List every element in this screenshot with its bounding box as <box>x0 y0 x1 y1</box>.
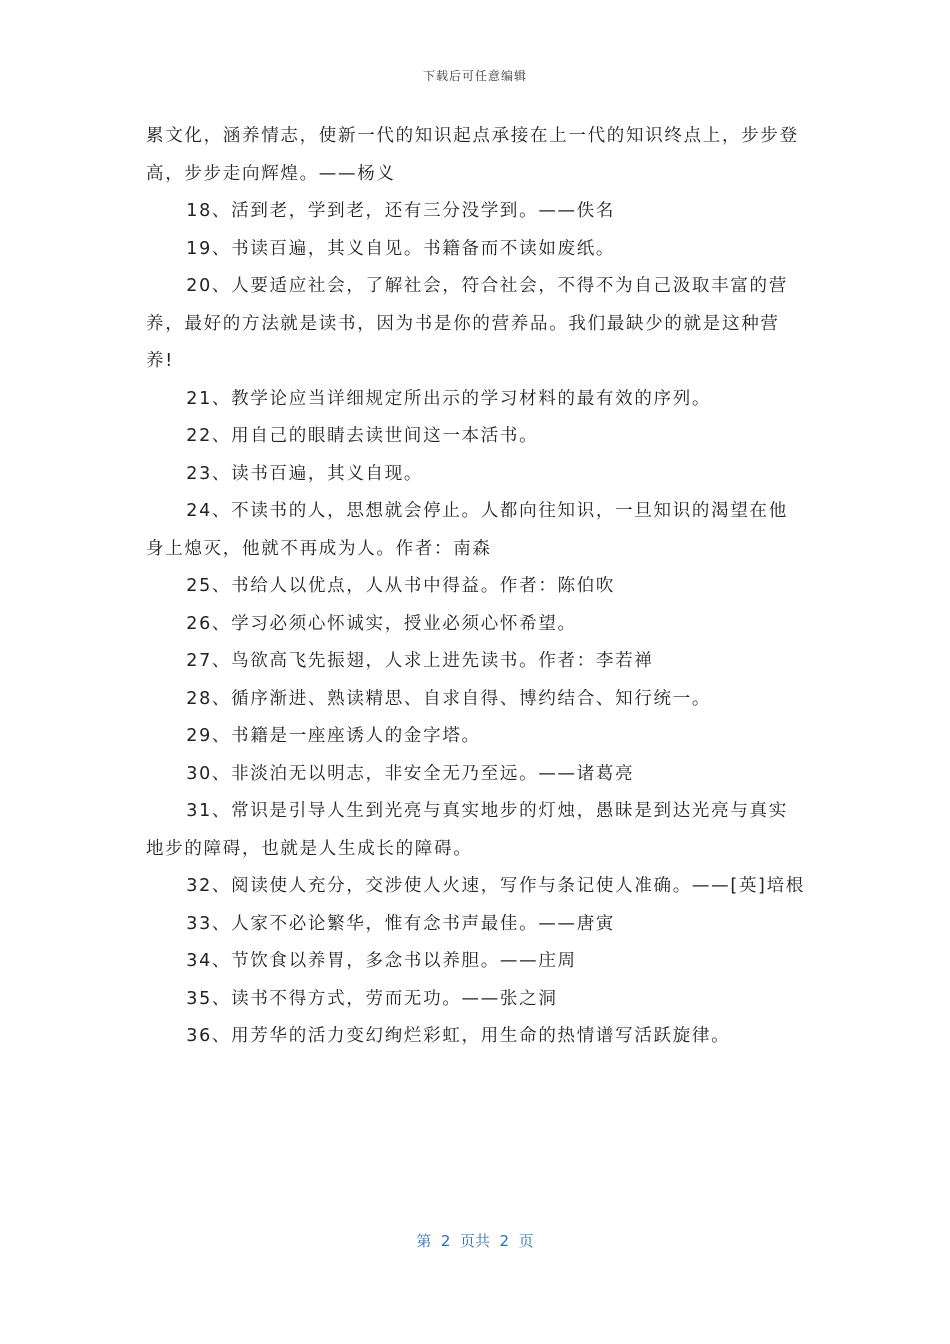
quote-item-28: 28、循序渐进、熟读精思、自求自得、博约结合、知行统一。 <box>186 688 712 709</box>
quote-item-32: 32、阅读使人充分，交涉使人火速，写作与条记使人准确。——[英]培根 <box>186 876 805 896</box>
quote-item-20: 20、人要适应社会，了解社会，符合社会，不得不为自己汲取丰富的营养，最好的方法就是读书，因为书是你的营养品。我们最缺少的就是这种营养! <box>146 276 788 371</box>
document-body <box>146 118 806 1056</box>
quote-item-21: 21、教学论应当详细规定所出示的学习材料的最有效的序列。 <box>186 388 712 409</box>
quote-item-27: 27、鸟欲高飞先振翅，人求上进先读书。作者：李若禅 <box>186 651 654 671</box>
quote-item-30: 30、非淡泊无以明志，非安全无乃至远。——诸葛亮 <box>186 763 635 784</box>
quote-item-33: 33、人家不必论繁华，惟有念书声最佳。——唐寅 <box>186 913 616 934</box>
quote-item-35: 35、读书不得方式，劳而无功。——张之洞 <box>186 988 558 1009</box>
paragraph-continuation: 累文化，涵养情志，使新一代的知识起点承接在上一代的知识终点上，步步登高，步步走向辉煌。——杨义 <box>146 126 799 184</box>
quote-item-24: 24、不读书的人，思想就会停止。人都向往知识，一旦知识的渴望在他身上熄灭，他就不再成为人。作者：南森 <box>146 501 788 559</box>
quote-item-22: 22、用自己的眼睛去读世间这一本活书。 <box>186 426 539 446</box>
quote-item-19: 19、书读百遍，其义自见。书籍备而不读如废纸。 <box>186 238 616 259</box>
quote-item-26: 26、学习必须心怀诚实，授业必须心怀希望。 <box>186 613 577 634</box>
page-footer: 第 2 页共 2 页 <box>416 1232 534 1250</box>
quote-item-25: 25、书给人以优点，人从书中得益。作者：陈伯吹 <box>186 576 616 596</box>
quote-item-34: 34、节饮食以养胃，多念书以养胆。——庄周 <box>186 951 577 971</box>
quote-item-36: 36、用芳华的活力变幻绚烂彩虹，用生命的热情谱写活跃旋律。 <box>186 1026 731 1046</box>
quote-item-29: 29、书籍是一座座诱人的金字塔。 <box>186 726 481 746</box>
quote-item-31: 31、常识是引导人生到光亮与真实地步的灯烛，愚昧是到达光亮与真实地步的障碍，也就是人生成长的障碍。 <box>146 801 788 859</box>
quote-item-18: 18、活到老，学到老，还有三分没学到。——佚名 <box>186 201 616 221</box>
quote-item-23: 23、读书百遍，其义自现。 <box>186 463 424 484</box>
page-header: 下载后可任意编辑 <box>422 69 527 83</box>
